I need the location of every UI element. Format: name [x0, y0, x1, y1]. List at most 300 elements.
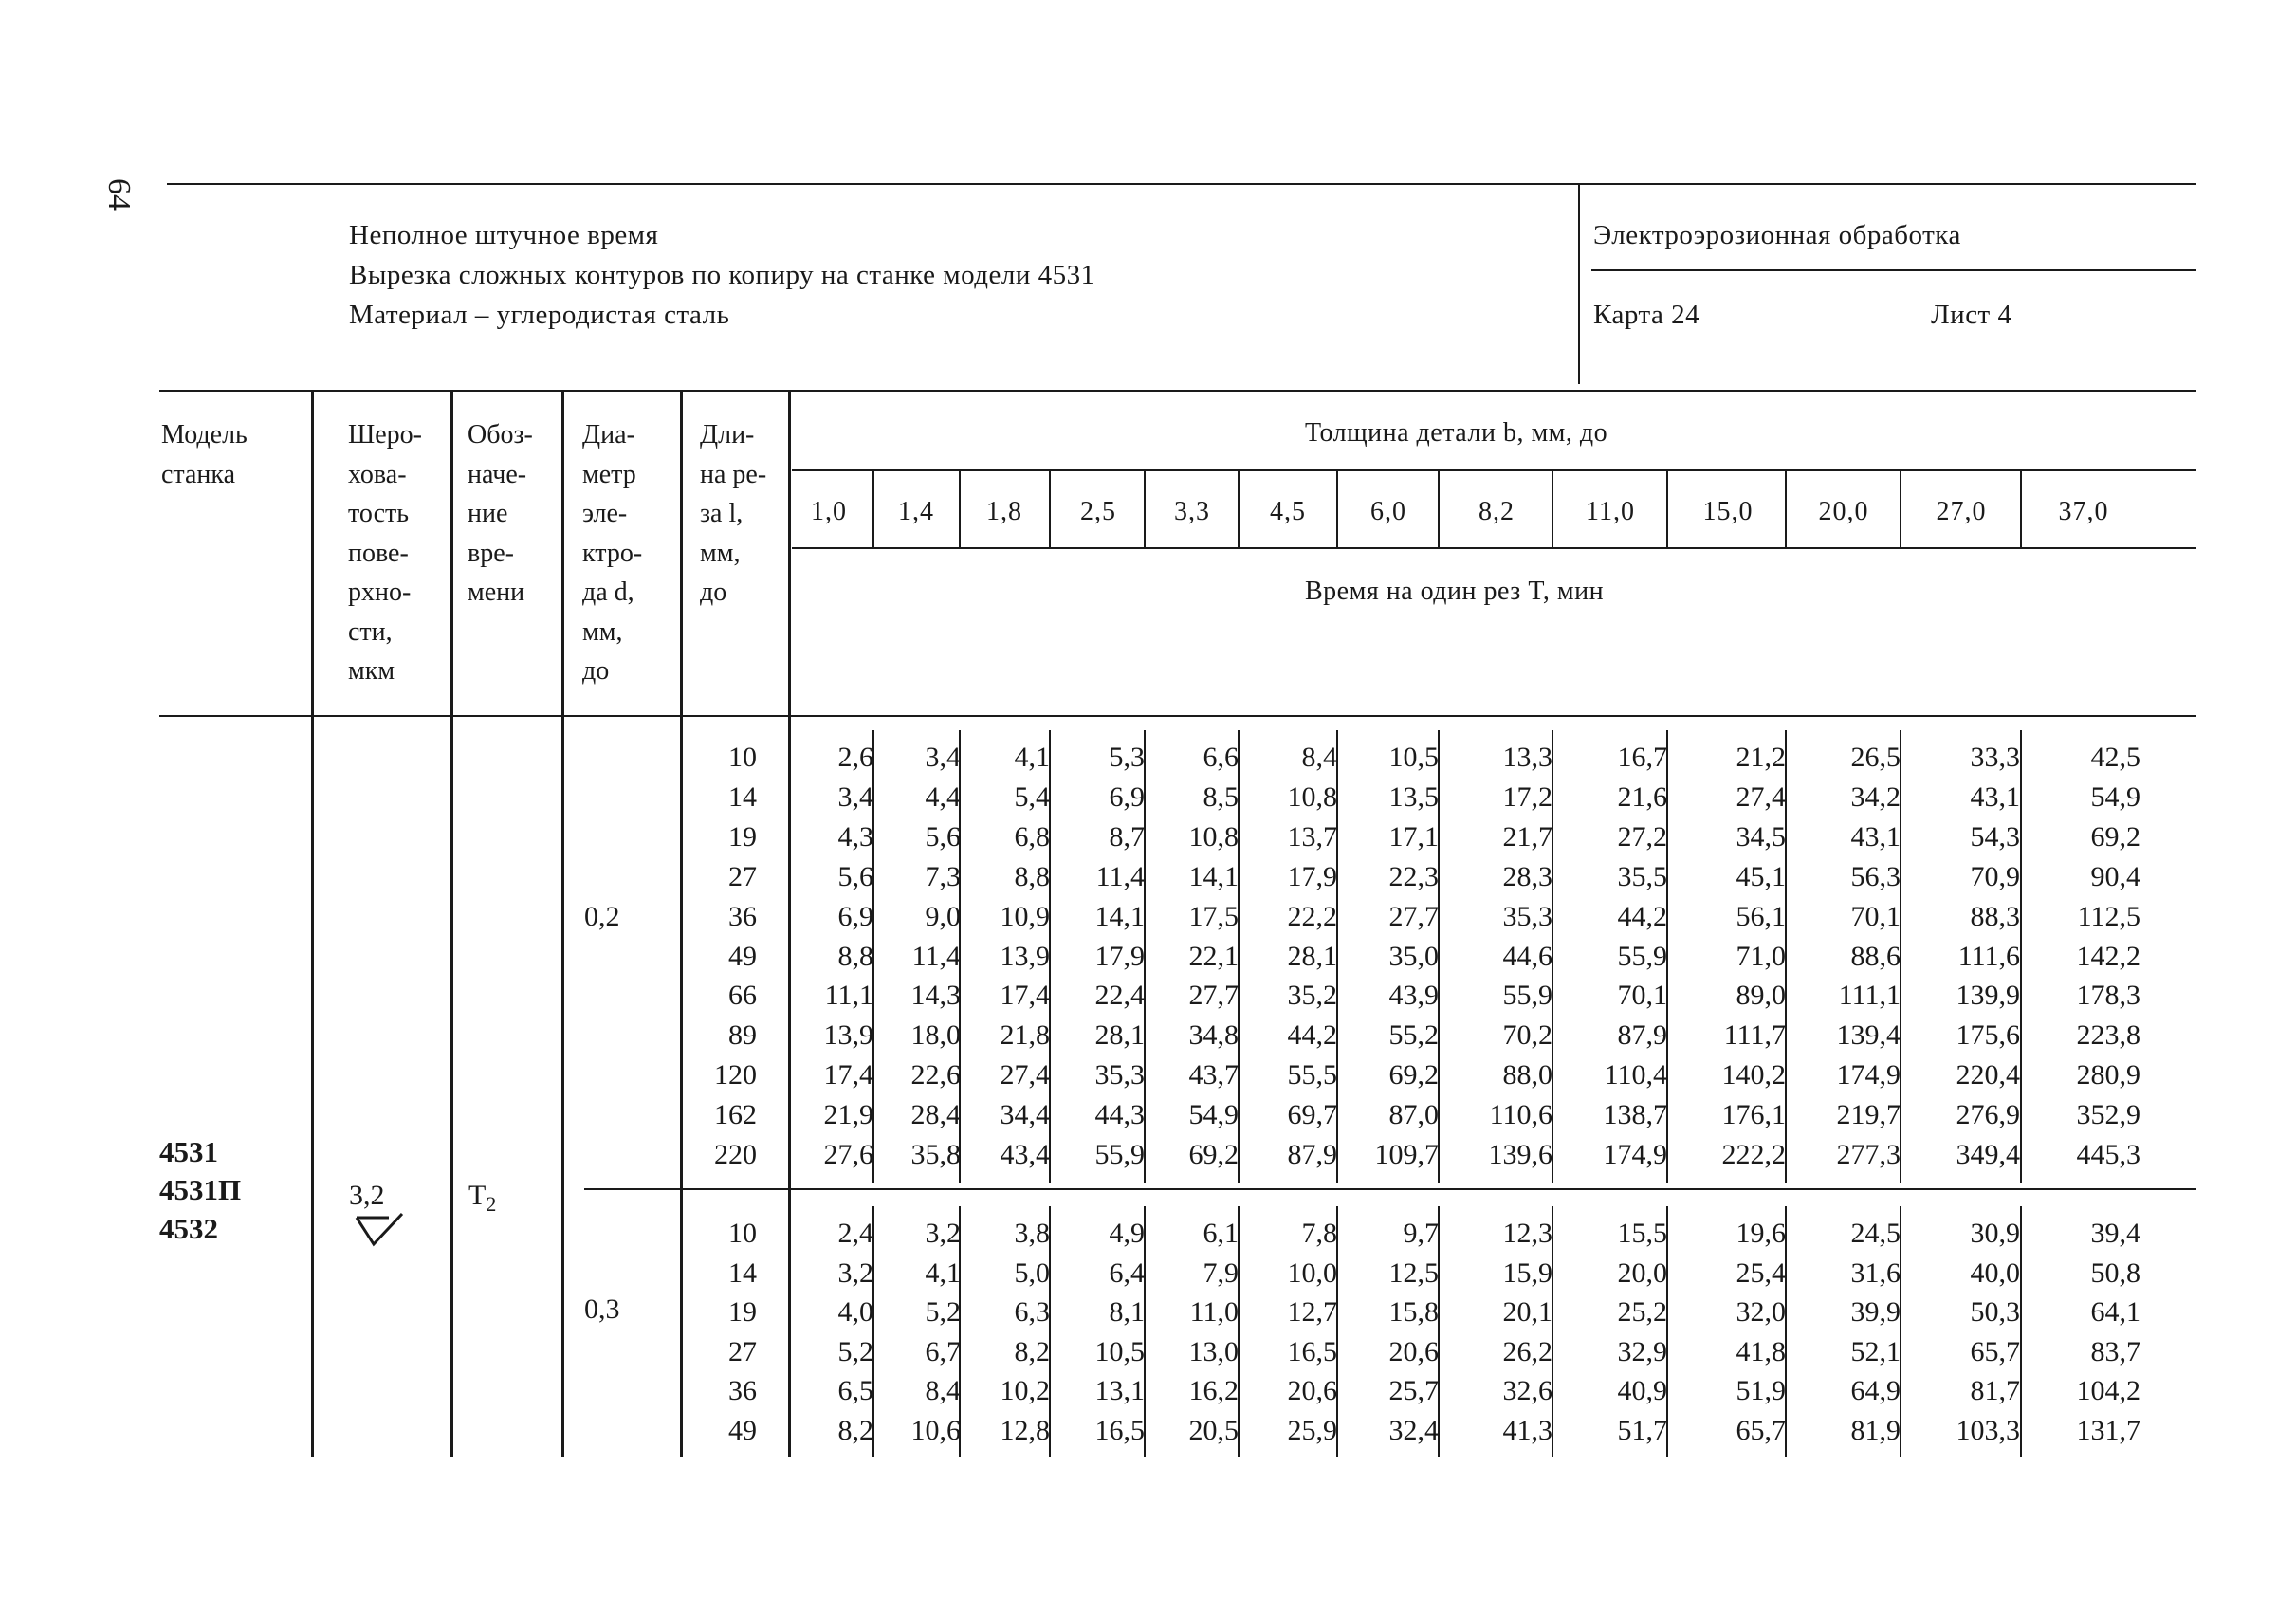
cut-length-value: 27: [728, 860, 757, 892]
time-value-cell: 10,9: [1000, 900, 1050, 932]
time-value-cell: 16,2: [1188, 1375, 1239, 1407]
roughness-column-rule: [450, 390, 453, 1457]
time-value-cell: 17,9: [1287, 860, 1337, 892]
time-value-cell: 28,3: [1502, 860, 1552, 892]
time-value-cell: 25,7: [1388, 1375, 1439, 1407]
time-value-cell: 32,9: [1617, 1335, 1667, 1367]
time-value-cell: 70,1: [1850, 900, 1901, 932]
time-value-cell: 17,1: [1388, 820, 1439, 853]
time-value-cell: 3,8: [1014, 1218, 1050, 1249]
time-value-cell: 352,9: [2076, 1099, 2140, 1131]
time-value-cell: 69,7: [1287, 1099, 1337, 1131]
time-value-cell: 6,5: [837, 1375, 873, 1407]
roughness-symbol-icon: [353, 1212, 410, 1248]
time-value-cell: 56,3: [1850, 860, 1901, 892]
time-value-cell: 27,6: [823, 1139, 873, 1170]
time-value-cell: 11,4: [1095, 860, 1145, 892]
time-value-cell: 35,2: [1287, 980, 1337, 1012]
time-value-cell: 39,9: [1850, 1296, 1901, 1329]
thickness-header-separator: [1438, 469, 1440, 547]
col-head-model-line: станка: [161, 459, 236, 489]
time-value-cell: 17,2: [1502, 780, 1552, 813]
time-value-cell: 40,0: [1970, 1256, 2020, 1289]
time-value-cell: 65,7: [1736, 1415, 1786, 1446]
time-value-cell: 71,0: [1736, 940, 1786, 972]
time-designation-subscript: 2: [486, 1192, 497, 1216]
time-value-cell: 20,6: [1388, 1335, 1439, 1367]
time-value-cell: 3,2: [925, 1218, 961, 1249]
time-value-cell: 32,6: [1502, 1375, 1552, 1407]
time-value-cell: 17,4: [1000, 980, 1050, 1012]
col-head-length-line: мм,: [700, 538, 741, 568]
time-value-cell: 15,8: [1388, 1296, 1439, 1329]
time-value-cell: 44,2: [1287, 1019, 1337, 1052]
time-value-cell: 5,6: [837, 860, 873, 892]
thickness-title: Толщина детали b, мм, до: [1305, 418, 1608, 448]
time-value-cell: 3,4: [925, 742, 961, 773]
time-value-cell: 2,6: [837, 742, 873, 773]
time-value-cell: 27,4: [1000, 1059, 1050, 1091]
time-value-cell: 20,5: [1188, 1415, 1239, 1446]
time-value-cell: 110,4: [1604, 1059, 1667, 1091]
time-value-cell: 81,7: [1970, 1375, 2020, 1407]
time-value-cell: 5,6: [925, 820, 961, 853]
col-head-length-line: на ре-: [700, 459, 767, 489]
time-value-cell: 10,5: [1094, 1335, 1145, 1367]
col-head-diameter: [582, 415, 642, 691]
time-value-cell: 34,8: [1188, 1019, 1239, 1052]
time-value-cell: 11,1: [824, 980, 873, 1012]
title-line-1: Неполное штучное время: [349, 220, 659, 250]
time-value-cell: 55,9: [1502, 980, 1552, 1012]
time-value-cell: 32,4: [1388, 1415, 1439, 1446]
time-value-cell: 8,4: [925, 1375, 961, 1407]
time-value-cell: 7,8: [1301, 1218, 1337, 1249]
cut-length-value: 120: [714, 1059, 757, 1091]
time-value-cell: 8,8: [837, 940, 873, 972]
time-value-cell: 87,9: [1287, 1139, 1337, 1170]
thickness-value: 8,2: [1479, 497, 1515, 526]
header-divider: [1578, 183, 1580, 384]
cut-length-value: 14: [728, 1256, 757, 1289]
time-value-cell: 10,0: [1287, 1256, 1337, 1289]
time-value-cell: 10,8: [1287, 780, 1337, 813]
time-value-cell: 8,8: [1014, 860, 1050, 892]
time-value-cell: 54,9: [2090, 780, 2140, 813]
time-value-cell: 44,6: [1502, 940, 1552, 972]
model-label: 4531: [159, 1135, 218, 1168]
thickness-header-separator: [1900, 469, 1901, 547]
cut-length-value: 49: [728, 940, 757, 972]
cut-length-value: 89: [728, 1019, 757, 1052]
time-value-cell: 349,4: [1956, 1139, 2020, 1170]
time-value-cell: 142,2: [2076, 940, 2140, 972]
time-value-cell: 70,1: [1617, 980, 1667, 1012]
time-value-cell: 12,5: [1388, 1256, 1439, 1289]
time-value-cell: 22,6: [910, 1059, 961, 1091]
time-value-cell: 26,2: [1502, 1335, 1552, 1367]
thickness-value: 1,8: [986, 497, 1022, 526]
time-value-cell: 6,8: [1014, 820, 1050, 853]
col-head-roughness-line: Шеро-: [348, 420, 422, 449]
time-value-cell: 276,9: [1956, 1099, 2020, 1131]
time-value-cell: 5,0: [1014, 1256, 1050, 1289]
thickness-header-separator: [2020, 469, 2022, 547]
time-value-cell: 69,2: [1388, 1059, 1439, 1091]
time-value-cell: 40,9: [1617, 1375, 1667, 1407]
time-value-cell: 88,0: [1502, 1059, 1552, 1091]
time-value-cell: 14,1: [1094, 900, 1145, 932]
thickness-value: 3,3: [1174, 497, 1210, 526]
time-value-cell: 25,4: [1736, 1256, 1786, 1289]
time-value-cell: 43,7: [1188, 1059, 1239, 1091]
card-number: Карта 24: [1593, 300, 1700, 330]
col-head-designation: [468, 415, 533, 613]
time-value-cell: 176,1: [1721, 1099, 1786, 1131]
time-value-cell: 55,5: [1287, 1059, 1337, 1091]
col-head-roughness-line: хова-: [348, 459, 407, 489]
cut-length-value: 10: [728, 742, 757, 773]
cut-length-value: 19: [728, 1296, 757, 1329]
col-head-model: [161, 415, 248, 494]
time-value-cell: 109,7: [1374, 1139, 1439, 1170]
diameter-value: 0,3: [584, 1293, 620, 1325]
time-value-cell: 44,2: [1617, 900, 1667, 932]
col-head-diameter-line: да d,: [582, 578, 634, 607]
time-value-cell: 32,0: [1736, 1296, 1786, 1329]
time-value-cell: 21,9: [823, 1099, 873, 1131]
time-value-cell: 56,1: [1736, 900, 1786, 932]
col-head-diameter-line: Диа-: [582, 420, 635, 449]
time-value-cell: 35,0: [1388, 940, 1439, 972]
time-value-cell: 139,9: [1956, 980, 2020, 1012]
thickness-value: 27,0: [1936, 497, 1987, 526]
thickness-value: 1,4: [898, 497, 934, 526]
time-value-cell: 16,5: [1094, 1415, 1145, 1446]
time-value-cell: 5,2: [837, 1335, 873, 1367]
time-value-cell: 43,1: [1850, 820, 1901, 853]
time-value-cell: 43,1: [1970, 780, 2020, 813]
time-value-cell: 43,9: [1388, 980, 1439, 1012]
col-head-roughness: [348, 415, 422, 691]
time-value-cell: 6,9: [1109, 780, 1145, 813]
time-value-cell: 13,5: [1388, 780, 1439, 813]
time-value-cell: 21,6: [1617, 780, 1667, 813]
time-value-cell: 24,5: [1850, 1218, 1901, 1249]
time-value-cell: 174,9: [1836, 1059, 1901, 1091]
time-value-cell: 13,1: [1094, 1375, 1145, 1407]
time-value-cell: 64,1: [2090, 1296, 2140, 1329]
time-value-cell: 90,4: [2090, 860, 2140, 892]
time-value-cell: 14,1: [1188, 860, 1239, 892]
cut-length-value: 10: [728, 1218, 757, 1249]
time-value-cell: 55,2: [1388, 1019, 1439, 1052]
time-value-cell: 25,9: [1287, 1415, 1337, 1446]
time-value-cell: 70,2: [1502, 1019, 1552, 1052]
time-value-cell: 27,7: [1188, 980, 1239, 1012]
col-head-diameter-line: мм,: [582, 616, 623, 647]
cut-length-value: 49: [728, 1415, 757, 1446]
time-value-cell: 5,3: [1109, 742, 1145, 773]
time-value-cell: 103,3: [1956, 1415, 2020, 1446]
processing-type: Электроэрозионная обработка: [1593, 220, 1961, 250]
time-value-cell: 54,9: [1188, 1099, 1239, 1131]
time-value-cell: 51,9: [1736, 1375, 1786, 1407]
time-value-cell: 50,3: [1970, 1296, 2020, 1329]
thickness-header-separator: [1666, 469, 1668, 547]
time-value-cell: 34,5: [1736, 820, 1786, 853]
time-value-cell: 15,9: [1502, 1256, 1552, 1289]
time-value-cell: 21,8: [1000, 1019, 1050, 1052]
time-value-cell: 34,4: [1000, 1099, 1050, 1131]
col-head-length-line: до: [700, 578, 727, 607]
time-value-cell: 52,1: [1850, 1335, 1901, 1367]
col-head-roughness-line: рхно-: [348, 578, 412, 607]
cut-length-value: 19: [728, 820, 757, 853]
time-value-cell: 445,3: [2076, 1139, 2140, 1170]
time-value-cell: 35,5: [1617, 860, 1667, 892]
time-value-cell: 9,0: [925, 900, 961, 932]
col-head-length: [700, 415, 766, 613]
title-line-2: Вырезка сложных контуров по копиру на станке модели 4531: [349, 260, 1095, 290]
time-value-cell: 6,6: [1203, 742, 1239, 773]
col-head-diameter-line: ктро-: [582, 538, 643, 568]
time-value-cell: 223,8: [2076, 1019, 2140, 1052]
time-value-cell: 70,9: [1970, 860, 2020, 892]
time-value-cell: 30,9: [1970, 1218, 2020, 1249]
time-value-cell: 138,7: [1603, 1099, 1667, 1131]
time-value-cell: 17,9: [1094, 940, 1145, 972]
time-value-cell: 28,1: [1287, 940, 1337, 972]
time-value-cell: 111,7: [1723, 1019, 1786, 1052]
thickness-header-separator: [1336, 469, 1338, 547]
time-value-cell: 27,4: [1736, 780, 1786, 813]
thickness-header-separator: [1785, 469, 1787, 547]
time-value-cell: 131,7: [2076, 1415, 2140, 1446]
col-head-roughness-line: тость: [348, 499, 409, 528]
cut-length-value: 36: [728, 900, 757, 932]
time-value-cell: 22,1: [1188, 940, 1239, 972]
table-top-rule: [159, 390, 2196, 392]
col-head-roughness-line: пове-: [348, 538, 409, 568]
time-value-cell: 4,4: [925, 780, 961, 813]
time-value-cell: 65,7: [1970, 1335, 2020, 1367]
thickness-value: 11,0: [1586, 497, 1635, 526]
time-value-cell: 111,1: [1838, 980, 1901, 1012]
time-value-cell: 4,1: [925, 1256, 961, 1289]
diameter-value: 0,2: [584, 901, 620, 932]
time-value-cell: 19,6: [1736, 1218, 1786, 1249]
time-value-cell: 69,2: [2090, 820, 2140, 853]
time-value-cell: 4,1: [1014, 742, 1050, 773]
time-value-cell: 42,5: [2090, 742, 2140, 773]
time-value-cell: 175,6: [1956, 1019, 2020, 1052]
thickness-value: 37,0: [2058, 497, 2109, 526]
time-value-cell: 139,4: [1836, 1019, 1901, 1052]
time-value-cell: 44,3: [1094, 1099, 1145, 1131]
data-column-separator: [2020, 730, 2022, 1183]
col-head-length-line: Дли-: [700, 420, 755, 449]
cut-length-value: 14: [728, 780, 757, 813]
time-designation-letter: T: [468, 1180, 487, 1211]
time-value-cell: 26,5: [1850, 742, 1901, 773]
time-value-cell: 39,4: [2090, 1218, 2140, 1249]
cut-length-value: 27: [728, 1335, 757, 1367]
time-value-cell: 280,9: [2076, 1059, 2140, 1091]
time-value-cell: 112,5: [2077, 900, 2140, 932]
time-value-cell: 87,9: [1617, 1019, 1667, 1052]
time-value-cell: 15,5: [1617, 1218, 1667, 1249]
time-value-cell: 104,2: [2076, 1375, 2140, 1407]
thickness-row-top-rule: [792, 469, 2196, 471]
time-value-cell: 5,2: [925, 1296, 961, 1329]
time-value-cell: 88,3: [1970, 900, 2020, 932]
time-value-cell: 17,4: [823, 1059, 873, 1091]
time-value-cell: 3,2: [837, 1256, 873, 1289]
time-value-cell: 8,7: [1109, 820, 1145, 853]
header-bottom-rule: [159, 715, 2196, 717]
model-label: 4532: [159, 1212, 218, 1245]
time-value-cell: 10,8: [1188, 820, 1239, 853]
time-value-cell: 55,9: [1617, 940, 1667, 972]
time-value-cell: 20,6: [1287, 1375, 1337, 1407]
time-value-cell: 83,7: [2090, 1335, 2140, 1367]
time-value-cell: 54,3: [1970, 820, 2020, 853]
time-value-cell: 69,2: [1188, 1139, 1239, 1170]
col-head-roughness-line: сти,: [348, 616, 393, 647]
time-value-cell: 22,4: [1094, 980, 1145, 1012]
time-value-cell: 10,5: [1388, 742, 1439, 773]
time-value-cell: 277,3: [1836, 1139, 1901, 1170]
time-value-cell: 87,0: [1388, 1099, 1439, 1131]
time-value-cell: 28,4: [910, 1099, 961, 1131]
model-label: 4531П: [159, 1173, 242, 1206]
time-value-cell: 7,3: [925, 860, 961, 892]
time-value-cell: 13,0: [1188, 1335, 1239, 1367]
time-value-cell: 12,7: [1287, 1296, 1337, 1329]
time-value-cell: 8,2: [1014, 1335, 1050, 1367]
thickness-row-bottom-rule: [792, 547, 2196, 549]
time-value-cell: 140,2: [1721, 1059, 1786, 1091]
time-value-cell: 27,7: [1388, 900, 1439, 932]
col-head-designation-line: Обоз-: [468, 420, 533, 449]
time-value-cell: 13,9: [823, 1019, 873, 1052]
time-value-cell: 35,3: [1094, 1059, 1145, 1091]
time-value-cell: 88,6: [1850, 940, 1901, 972]
time-value-cell: 16,7: [1617, 742, 1667, 773]
time-value-cell: 8,4: [1301, 742, 1337, 773]
thickness-value: 2,5: [1080, 497, 1116, 526]
time-value-cell: 6,1: [1203, 1218, 1239, 1249]
time-value-cell: 31,6: [1850, 1256, 1901, 1289]
time-value-cell: 139,6: [1488, 1139, 1552, 1170]
header-top-rule: [167, 183, 2196, 185]
time-value-cell: 222,2: [1721, 1139, 1786, 1170]
time-value-cell: 6,4: [1109, 1256, 1145, 1289]
time-value-cell: 22,2: [1287, 900, 1337, 932]
time-value-cell: 219,7: [1836, 1099, 1901, 1131]
time-value-cell: 43,4: [1000, 1139, 1050, 1170]
time-value-cell: 12,8: [1000, 1415, 1050, 1446]
cut-length-value: 36: [728, 1375, 757, 1407]
thickness-value: 15,0: [1702, 497, 1754, 526]
col-head-designation-line: наче-: [468, 459, 527, 489]
time-value-cell: 13,9: [1000, 940, 1050, 972]
time-value-cell: 11,4: [911, 940, 961, 972]
time-value-cell: 21,7: [1502, 820, 1552, 853]
col-head-diameter-line: до: [582, 656, 610, 686]
time-value-cell: 111,6: [1957, 940, 2020, 972]
thickness-header-separator: [1552, 469, 1553, 547]
time-value-cell: 13,3: [1502, 742, 1552, 773]
time-value-cell: 6,3: [1014, 1296, 1050, 1329]
time-value-cell: 35,3: [1502, 900, 1552, 932]
time-value-cell: 9,7: [1403, 1218, 1439, 1249]
time-value-cell: 34,2: [1850, 780, 1901, 813]
title-line-3: Материал – углеродистая сталь: [349, 300, 730, 330]
time-value-cell: 178,3: [2076, 980, 2140, 1012]
time-value-cell: 22,3: [1388, 860, 1439, 892]
model-column-rule: [311, 390, 314, 1457]
thickness-value: 20,0: [1818, 497, 1869, 526]
time-value-cell: 110,6: [1489, 1099, 1552, 1131]
data-column-separator: [2020, 1206, 2022, 1457]
time-value-cell: 20,0: [1617, 1256, 1667, 1289]
time-value-cell: 11,0: [1189, 1296, 1239, 1329]
col-head-diameter-line: метр: [582, 459, 636, 489]
time-value-cell: 50,8: [2090, 1256, 2140, 1289]
time-value-cell: 7,9: [1203, 1256, 1239, 1289]
time-value-cell: 4,9: [1109, 1218, 1145, 1249]
cut-length-value: 220: [714, 1139, 757, 1170]
time-value-cell: 41,3: [1502, 1415, 1552, 1446]
time-value-cell: 55,9: [1094, 1139, 1145, 1170]
time-value-cell: 14,3: [910, 980, 961, 1012]
time-value-cell: 28,1: [1094, 1019, 1145, 1052]
time-value-cell: 13,7: [1287, 820, 1337, 853]
time-value-cell: 41,8: [1736, 1335, 1786, 1367]
time-designation: [468, 1180, 496, 1217]
time-value-cell: 8,5: [1203, 780, 1239, 813]
time-value-cell: 220,4: [1956, 1059, 2020, 1091]
time-value-cell: 2,4: [837, 1218, 873, 1249]
page-number: 64: [101, 178, 137, 211]
sheet-number: Лист 4: [1931, 300, 2012, 330]
time-value-cell: 51,7: [1617, 1415, 1667, 1446]
col-head-designation-line: вре-: [468, 538, 514, 568]
time-value-cell: 6,9: [837, 900, 873, 932]
time-value-cell: 8,1: [1109, 1296, 1145, 1329]
thickness-value: 1,0: [811, 497, 847, 526]
time-value-cell: 17,5: [1188, 900, 1239, 932]
header-right-rule: [1591, 269, 2196, 271]
roughness-value: 3,2: [349, 1180, 385, 1211]
time-value-cell: 35,8: [910, 1139, 961, 1170]
time-value-cell: 81,9: [1850, 1415, 1901, 1446]
time-value-cell: 21,2: [1736, 742, 1786, 773]
time-value-cell: 20,1: [1502, 1296, 1552, 1329]
time-value-cell: 12,3: [1502, 1218, 1552, 1249]
col-head-roughness-line: мкм: [348, 656, 395, 686]
cut-length-value: 162: [714, 1099, 757, 1131]
time-value-cell: 4,0: [837, 1296, 873, 1329]
time-value-cell: 89,0: [1736, 980, 1786, 1012]
time-value-cell: 3,4: [837, 780, 873, 813]
col-head-designation-line: мени: [468, 578, 525, 607]
time-value-cell: 6,7: [925, 1335, 961, 1367]
time-value-cell: 64,9: [1850, 1375, 1901, 1407]
designation-column-rule: [561, 390, 564, 1457]
